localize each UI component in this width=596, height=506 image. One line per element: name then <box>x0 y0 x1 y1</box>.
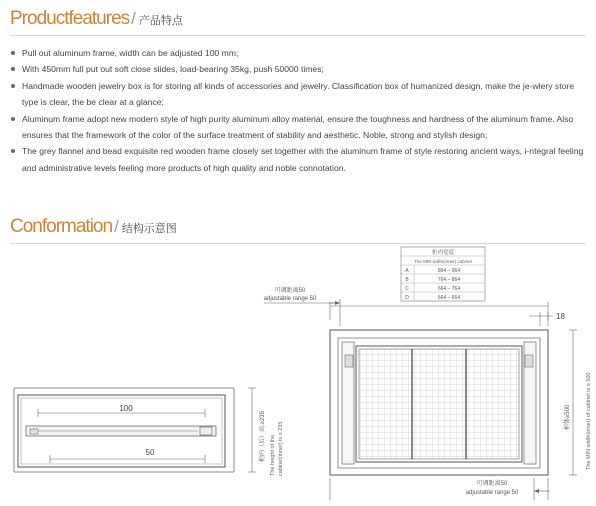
adjust-bottom-en: adjustable range 50 <box>465 490 519 496</box>
table-range: 864 – 964 <box>437 268 461 274</box>
table-type: C <box>405 286 409 292</box>
conformation-title: Conformation <box>10 216 113 237</box>
feature-text: With 450mm full put out soft close slides, load-bearing 35kg, push 50000 times; <box>22 64 324 75</box>
table-title-en: The MIN width(inner) cabinet <box>414 259 472 264</box>
feature-text: Aluminum frame adopt new modern style of high purity aluminum alloy material, ensure the toughness and hardness of the aluminum frame. Also ensures that the framework of the color of the surface treatment of stability and aesthetic. Noble, strong and stylish design; <box>22 113 574 141</box>
dim-18-label: 18 <box>556 312 565 321</box>
table-range: 564 – 664 <box>437 295 461 301</box>
title-slash: / <box>131 9 136 28</box>
table-type: A <box>405 268 409 274</box>
dim-100-label: 100 <box>119 404 133 413</box>
title-slash: / <box>114 217 119 236</box>
height-label-en-2: cabinet(inner) is ≥ 235 <box>278 421 284 476</box>
table-title-zh: 柜内宽度 <box>431 250 455 256</box>
table-range: 664 – 764 <box>437 286 461 292</box>
conformation-title-zh: 结构示意图 <box>121 223 177 235</box>
depth-label-zh: 柜体≥500 <box>565 404 571 430</box>
product-features-title: Productfeatures <box>10 8 130 29</box>
adjust-top-en: adjustable range 50 <box>263 296 317 302</box>
top-view <box>264 247 592 500</box>
feature-text: The grey flannel and bead exquisite red wooden frame closely set together with the aluminum frame of style restoring ancient ways, i-ntegral feeling and administrative levels feeling more products of high quality and noble connotation. <box>22 146 584 173</box>
table-range: 764 – 864 <box>437 277 461 283</box>
adjust-bottom-zh: 可调距离50 <box>476 481 508 487</box>
height-label-en-1: The height of the <box>270 434 276 476</box>
adjust-top-zh: 可调距离50 <box>274 288 306 294</box>
feature-text: Pull out aluminum frame, width can be adjusted 100 mm; <box>22 48 239 58</box>
depth-label-en: The MIN width(inner) of cabinet is ≥ 500 <box>586 372 592 470</box>
product-features-title-zh: 产品特点 <box>138 15 183 27</box>
table-type: D <box>405 295 409 301</box>
feature-text: Handmade wooden jewelry box is for storing all kinds of accessories and jewelry. Classification box of humanized design, make the je-wlery store type is clear, the be clear at a glance; <box>22 80 575 108</box>
width-table <box>401 247 485 301</box>
height-label-zh: 柜内（后）高 ≥235 <box>260 411 266 462</box>
dim-50-label: 50 <box>145 448 155 457</box>
table-type: B <box>405 277 409 283</box>
side-view <box>14 388 284 476</box>
